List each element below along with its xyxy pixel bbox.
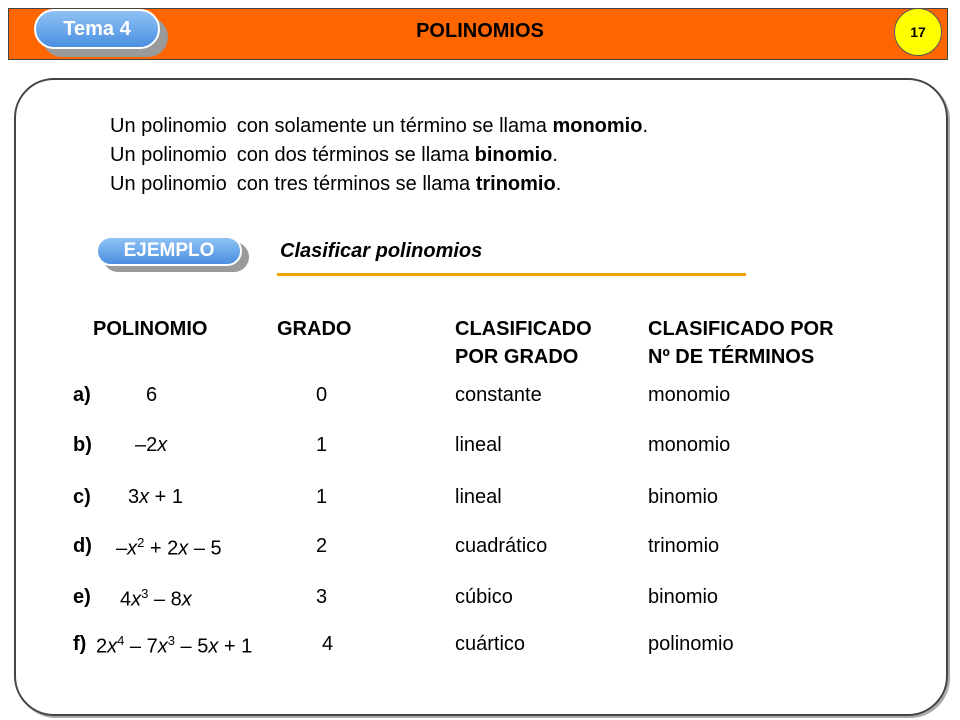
- clas-term-c: binomio: [648, 486, 719, 508]
- clas-term-a: monomio: [648, 384, 731, 406]
- page-title: POLINOMIOS: [416, 20, 544, 42]
- grado-b: 1: [316, 434, 328, 456]
- page-number: 17: [894, 8, 942, 56]
- header-grado: GRADO: [277, 318, 352, 340]
- row-label-e: e): [73, 586, 91, 608]
- intro-line-3: Un polinomio con tres términos se llama trinomio.: [110, 173, 562, 195]
- clas-term-f: polinomio: [648, 633, 734, 655]
- example-underline: [277, 273, 746, 276]
- polynomial-c: 3x + 1: [128, 486, 184, 508]
- clas-grado-f: cuártico: [455, 633, 526, 655]
- intro-line-1: Un polinomio con solamente un término se llama monomio.: [110, 115, 649, 137]
- grado-c: 1: [316, 486, 328, 508]
- example-badge: EJEMPLO: [96, 236, 242, 266]
- tema-badge: Tema 4: [34, 9, 160, 49]
- row-label-b: b): [73, 434, 92, 456]
- intro-line-2: Un polinomio con dos términos se llama binomio.: [110, 144, 558, 166]
- header-clasificado-terminos-1: CLASIFICADO POR: [648, 318, 834, 340]
- example-title: Clasificar polinomios: [280, 240, 483, 262]
- clas-grado-e: cúbico: [455, 586, 513, 608]
- grado-e: 3: [316, 586, 328, 608]
- clas-grado-c: lineal: [455, 486, 502, 508]
- row-label-a: a): [73, 384, 91, 406]
- row-label-d: d): [73, 535, 92, 557]
- grado-a: 0: [316, 384, 328, 406]
- header-clasificado-terminos-2: Nº DE TÉRMINOS: [648, 346, 815, 368]
- header-polinomio: POLINOMIO: [93, 318, 208, 340]
- polynomial-d: $-x^2 + 2x - 5$: [116, 535, 222, 560]
- polynomial-e: $4x^3 - 8x$: [120, 586, 192, 611]
- header-clasificado-grado-2: POR GRADO: [455, 346, 579, 368]
- row-label-c: c): [73, 486, 91, 508]
- row-label-f: f): [73, 633, 87, 655]
- clas-grado-d: cuadrático: [455, 535, 548, 557]
- grado-f: 4: [322, 633, 334, 655]
- polynomial-b: –2x: [135, 434, 168, 456]
- grado-d: 2: [316, 535, 328, 557]
- clas-grado-b: lineal: [455, 434, 502, 456]
- clas-term-e: binomio: [648, 586, 719, 608]
- polynomial-f: $2x^4 - 7x^3 - 5x + 1$: [96, 633, 253, 658]
- clas-term-d: trinomio: [648, 535, 720, 557]
- polynomial-a: 6: [146, 384, 158, 406]
- clas-grado-a: constante: [455, 384, 542, 406]
- clas-term-b: monomio: [648, 434, 731, 456]
- header-clasificado-grado-1: CLASIFICADO: [455, 318, 592, 340]
